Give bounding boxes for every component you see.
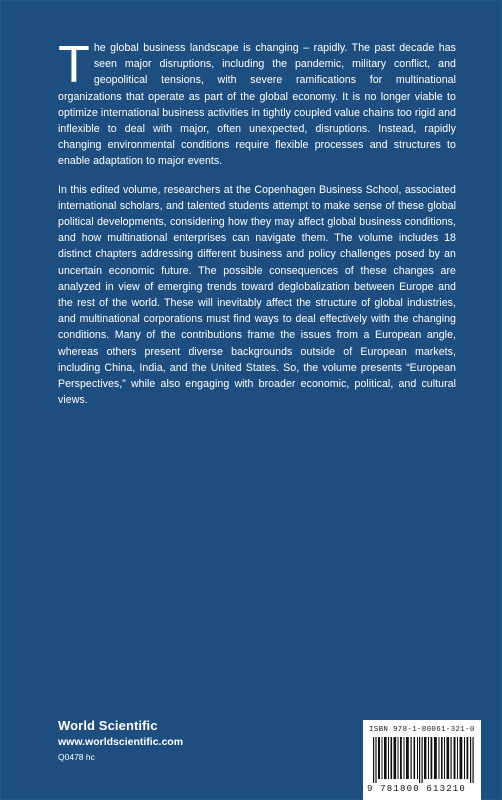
drop-cap: T bbox=[58, 36, 90, 94]
blurb-paragraph-1-text: he global business landscape is changing – rapidly. The past decade has seen major disruptions, including the pandemic, military conflict, and geopolitical tensions, with severe ramifications for multinational organizations that operate as part of the global economy. It is no longer viable to optimize international business activities in tightly coupled value chains too rigid and inflexible to deal with major, often unexpected, disruptions. Instead, rapidly changing environmental conditions require flexible processes and structures to enable adaptation to major events. bbox=[58, 42, 456, 168]
product-code: Q0478 hc bbox=[58, 752, 95, 762]
publisher-url: www.worldscientific.com bbox=[58, 736, 184, 748]
publisher-block bbox=[58, 718, 183, 762]
isbn-label: ISBN 978-1-80061-321-0 bbox=[369, 726, 475, 734]
blurb-text bbox=[58, 36, 456, 420]
barcode-panel bbox=[363, 720, 481, 800]
blurb-paragraph-2: In this edited volume, researchers at the Copenhagen Business School, associated international scholars, and talented students attempt to make sense of these global political developments, considering how they may affect global business conditions, and how multinational enterprises can navigate them. The volume includes 18 distinct chapters addressing different business and policy challenges posed by an uncertain economic future. The possible consequences of these changes are analyzed in view of emerging trends toward deglobalization between Europe and the rest of the world. These will inevitably affect the structure of global industries, and multinational corporations must find ways to deal effectively with the changing conditions. Many of the contributions frame the issues from a European angle, whereas others present diverse backgrounds outside of European markets, including China, India, and the United States. So, the volume presents “European Perspectives,” while also engaging with broader economic, political, and cultural views. bbox=[58, 183, 456, 407]
publisher-name: World Scientific bbox=[58, 718, 158, 733]
barcode-icon bbox=[373, 737, 477, 783]
barcode-number: 9 781800 613210 bbox=[367, 784, 467, 794]
blurb-paragraph-1 bbox=[58, 36, 456, 170]
